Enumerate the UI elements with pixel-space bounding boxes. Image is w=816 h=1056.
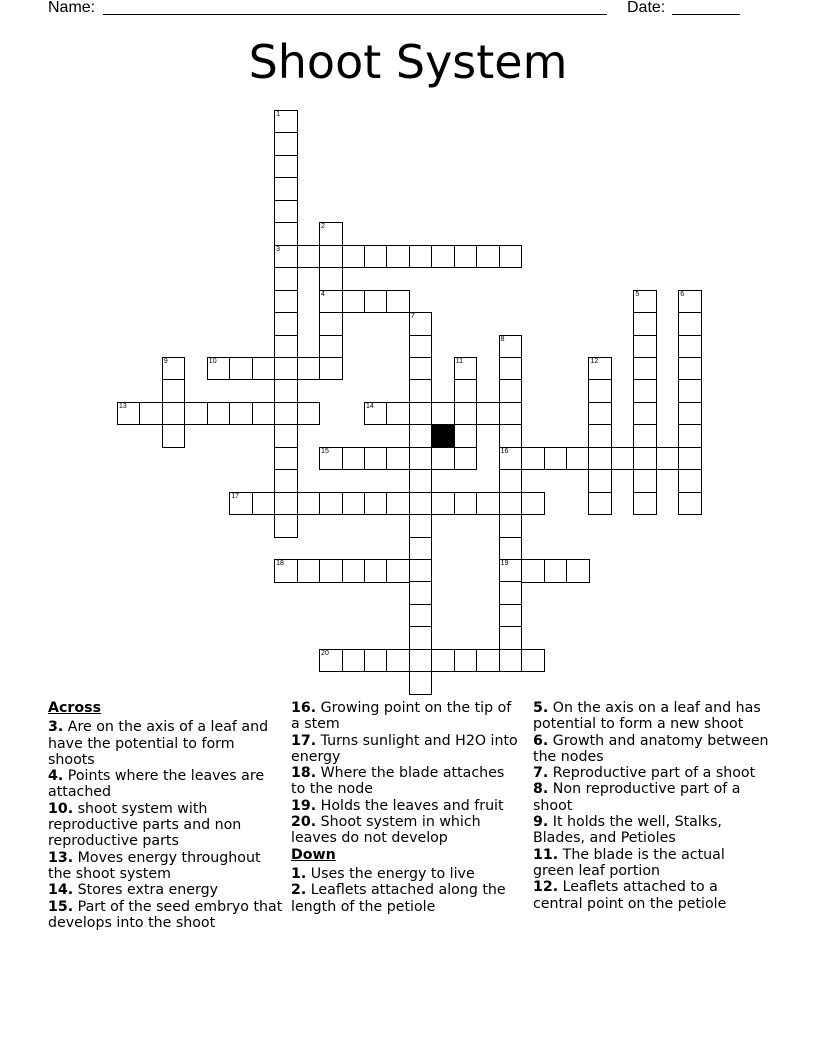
- clue-number-label: 20: [321, 649, 329, 657]
- crossword-cell[interactable]: [364, 559, 388, 583]
- crossword-cell[interactable]: [678, 424, 702, 448]
- clue-number-label: 16: [500, 447, 509, 455]
- crossword-cell[interactable]: [678, 357, 702, 381]
- crossword-cell[interactable]: [409, 469, 433, 493]
- crossword-cell[interactable]: [476, 245, 500, 269]
- crossword-cell[interactable]: [274, 379, 298, 403]
- clue-text: Part of the seed embryo that develops into the shoot: [48, 898, 283, 931]
- crossword-cell[interactable]: [364, 245, 388, 269]
- crossword-cell[interactable]: [297, 559, 321, 583]
- crossword-cell[interactable]: [521, 492, 545, 516]
- down-heading: Down: [291, 846, 336, 863]
- crossword-cell[interactable]: [588, 469, 612, 493]
- crossword-cell[interactable]: [297, 402, 321, 426]
- crossword-cell[interactable]: [207, 357, 231, 381]
- crossword-cell[interactable]: [678, 447, 702, 471]
- clue-number: 4.: [48, 768, 64, 785]
- clue-number-label: 7: [410, 313, 415, 321]
- clue-number: 13.: [48, 849, 74, 866]
- crossword-cell[interactable]: [431, 245, 455, 269]
- crossword-cell[interactable]: [342, 559, 366, 583]
- clue-text: Shoot system in which leaves do not develop: [291, 814, 481, 847]
- clue-down-2: [291, 882, 519, 915]
- name-label: Name:: [48, 0, 96, 16]
- clue-number: 8.: [533, 781, 549, 798]
- crossword-cell[interactable]: [274, 424, 298, 448]
- crossword-cell[interactable]: [521, 649, 545, 673]
- clue-across-13: [48, 850, 284, 883]
- clue-text: It holds the well, Stalks, Blades, and Petioles: [533, 814, 722, 847]
- crossword-cell[interactable]: [544, 447, 568, 471]
- crossword-cell[interactable]: [319, 267, 343, 291]
- clue-column-3: [533, 700, 769, 912]
- clue-across-19: [291, 798, 519, 814]
- clue-across-18: [291, 765, 519, 798]
- crossword-cell[interactable]: [342, 492, 366, 516]
- crossword-cell[interactable]: [319, 222, 343, 246]
- clue-text: The blade is the actual green leaf portion: [533, 846, 725, 879]
- crossword-cell[interactable]: [499, 581, 523, 605]
- crossword-cell[interactable]: [162, 357, 186, 381]
- clue-text: Non reproductive part of a shoot: [533, 781, 741, 814]
- clue-text: Moves energy throughout the shoot system: [48, 849, 261, 882]
- crossword-cell[interactable]: [454, 492, 478, 516]
- crossword-cell[interactable]: [409, 604, 433, 628]
- crossword-cell[interactable]: [364, 290, 388, 314]
- crossword-cell[interactable]: [499, 626, 523, 650]
- clue-across-4: [48, 768, 284, 801]
- clue-number: 20.: [291, 814, 317, 831]
- crossword-cell[interactable]: [611, 447, 635, 471]
- crossword-cell[interactable]: [633, 379, 657, 403]
- crossword-cell[interactable]: [454, 402, 478, 426]
- crossword-cell[interactable]: [297, 357, 321, 381]
- crossword-cell[interactable]: [499, 245, 523, 269]
- clue-down-5: [533, 700, 769, 733]
- clue-number-label: 14: [365, 402, 374, 410]
- crossword-cell[interactable]: [476, 402, 500, 426]
- crossword-cell[interactable]: [499, 469, 523, 493]
- crossword-cell[interactable]: [409, 559, 433, 583]
- crossword-cell[interactable]: [207, 402, 231, 426]
- crossword-cell[interactable]: [499, 492, 523, 516]
- clue-number: 10.: [48, 800, 74, 817]
- clue-down-6: [533, 733, 769, 766]
- crossword-cell[interactable]: [274, 110, 298, 134]
- clue-text: Leaflets attached along the length of the petiole: [291, 882, 506, 915]
- crossword-cell[interactable]: [499, 357, 523, 381]
- clue-number-label: 3: [276, 245, 281, 253]
- name-field[interactable]: [103, 14, 607, 15]
- date-label: Date:: [627, 0, 666, 16]
- clue-number-label: 13: [119, 402, 127, 410]
- crossword-cell[interactable]: [386, 447, 410, 471]
- crossword-cell[interactable]: [431, 402, 455, 426]
- clue-number-label: 10: [208, 357, 217, 365]
- crossword-cell[interactable]: [229, 402, 253, 426]
- crossword-cell[interactable]: [633, 335, 657, 359]
- clue-number-label: 19: [500, 560, 509, 567]
- crossword-cell[interactable]: [386, 559, 410, 583]
- clue-down-7: [533, 765, 769, 781]
- crossword-cell[interactable]: [409, 514, 433, 538]
- crossword-cell[interactable]: [252, 492, 276, 516]
- crossword-cell[interactable]: [409, 245, 433, 269]
- crossword-cell[interactable]: [499, 379, 523, 403]
- clue-number: 7.: [533, 765, 549, 782]
- crossword-cell[interactable]: [274, 469, 298, 493]
- clue-number: 16.: [291, 700, 317, 716]
- crossword-cell[interactable]: [409, 379, 433, 403]
- crossword-cell[interactable]: [274, 357, 298, 381]
- crossword-cell[interactable]: [678, 469, 702, 493]
- clue-across-16: [291, 700, 519, 733]
- clue-across-3: [48, 719, 284, 768]
- crossword-cell[interactable]: [588, 379, 612, 403]
- crossword-cell[interactable]: [633, 424, 657, 448]
- clue-across-14: [48, 882, 284, 898]
- crossword-cell[interactable]: [297, 492, 321, 516]
- crossword-cell[interactable]: [274, 222, 298, 246]
- clue-text: Where the blade attaches to the node: [291, 765, 505, 798]
- crossword-cell[interactable]: [409, 581, 433, 605]
- crossword-cell[interactable]: [499, 604, 523, 628]
- crossword-cell[interactable]: [633, 447, 657, 471]
- clue-number: 3.: [48, 719, 64, 736]
- crossword-cell[interactable]: [274, 267, 298, 291]
- worksheet-header: [0, 0, 816, 24]
- crossword-cell[interactable]: [364, 492, 388, 516]
- clue-number: 5.: [533, 700, 549, 716]
- clue-down-9: [533, 814, 769, 847]
- crossword-cell[interactable]: [319, 649, 343, 673]
- crossword-cell[interactable]: [566, 559, 590, 583]
- crossword-cell[interactable]: [409, 402, 433, 426]
- crossword-cell[interactable]: [274, 559, 298, 583]
- crossword-cell[interactable]: [274, 200, 298, 224]
- crossword-cell[interactable]: [364, 447, 388, 471]
- crossword-cell[interactable]: [409, 537, 433, 561]
- crossword-cell[interactable]: [499, 649, 523, 673]
- crossword-cell[interactable]: [386, 290, 410, 314]
- crossword-cell[interactable]: [454, 245, 478, 269]
- crossword-cell[interactable]: [386, 402, 410, 426]
- crossword-cell[interactable]: [409, 671, 433, 695]
- crossword-cell[interactable]: [274, 245, 298, 269]
- crossword-cell[interactable]: [499, 424, 523, 448]
- clue-number-label: 18: [276, 560, 284, 567]
- clue-text: Uses the energy to live: [310, 865, 475, 882]
- crossword-cell[interactable]: [274, 155, 298, 179]
- clue-number-label: 12: [590, 357, 599, 365]
- clue-down-8: [533, 781, 769, 814]
- crossword-cell[interactable]: [386, 245, 410, 269]
- crossword-cell[interactable]: [588, 424, 612, 448]
- crossword-cell[interactable]: [656, 447, 680, 471]
- crossword-cell[interactable]: [274, 312, 298, 336]
- crossword-cell[interactable]: [588, 357, 612, 381]
- crossword-cell[interactable]: [409, 335, 433, 359]
- clue-number: 1.: [291, 865, 307, 882]
- clue-number: 19.: [291, 797, 317, 814]
- crossword-cell[interactable]: [499, 402, 523, 426]
- crossword-cell[interactable]: [499, 537, 523, 561]
- clue-column-2: [291, 700, 519, 915]
- crossword-cell[interactable]: [319, 559, 343, 583]
- crossword-cell[interactable]: [409, 424, 433, 448]
- crossword-cell[interactable]: [544, 559, 568, 583]
- clue-number: 14.: [48, 882, 74, 899]
- crossword-cell[interactable]: [274, 514, 298, 538]
- clue-down-12: [533, 879, 769, 912]
- clue-across-10: [48, 801, 284, 850]
- crossword-cell[interactable]: [274, 290, 298, 314]
- clue-text: Leaflets attached to a central point on the petiole: [533, 879, 727, 912]
- crossword-cell[interactable]: [252, 402, 276, 426]
- crossword-cell[interactable]: [342, 290, 366, 314]
- crossword-cell[interactable]: [678, 402, 702, 426]
- crossword-cell[interactable]: [274, 447, 298, 471]
- crossword-cell[interactable]: [566, 447, 590, 471]
- crossword-cell[interactable]: [678, 312, 702, 336]
- crossword-cell[interactable]: [521, 447, 545, 471]
- clue-down-1: [291, 866, 519, 882]
- clue-number-label: 4: [321, 290, 325, 298]
- crossword-cell[interactable]: [454, 649, 478, 673]
- crossword-cell[interactable]: [633, 469, 657, 493]
- crossword-cell[interactable]: [499, 447, 523, 471]
- crossword-cell[interactable]: [633, 357, 657, 381]
- crossword-cell[interactable]: [319, 335, 343, 359]
- crossword-cell[interactable]: [252, 357, 276, 381]
- crossword-cell[interactable]: [297, 245, 321, 269]
- crossword-cell[interactable]: [229, 492, 253, 516]
- clue-number-label: 9: [163, 357, 168, 365]
- crossword-cell[interactable]: [678, 492, 702, 516]
- crossword-cell[interactable]: [476, 649, 500, 673]
- clue-number: 6.: [533, 732, 549, 749]
- clue-number-label: 8: [500, 335, 505, 343]
- crossword-cell[interactable]: [364, 649, 388, 673]
- clue-number: 12.: [533, 879, 559, 896]
- clue-text: Reproductive part of a shoot: [552, 765, 756, 782]
- crossword-cell[interactable]: [409, 492, 433, 516]
- crossword-cell[interactable]: [588, 402, 612, 426]
- crossword-cell[interactable]: [342, 245, 366, 269]
- crossword-cell[interactable]: [274, 177, 298, 201]
- crossword-cell[interactable]: [431, 447, 455, 471]
- crossword-block: [431, 424, 455, 448]
- clue-across-17: [291, 733, 519, 766]
- crossword-cell[interactable]: [588, 447, 612, 471]
- crossword-cell[interactable]: [319, 290, 343, 314]
- clue-number: 9.: [533, 814, 549, 831]
- crossword-cell[interactable]: [678, 290, 702, 314]
- crossword-cell[interactable]: [454, 357, 478, 381]
- crossword-cell[interactable]: [342, 447, 366, 471]
- crossword-cell[interactable]: [274, 335, 298, 359]
- crossword-cell[interactable]: [319, 447, 343, 471]
- crossword-cell[interactable]: [229, 357, 253, 381]
- crossword-cell[interactable]: [409, 447, 433, 471]
- crossword-cell[interactable]: [633, 290, 657, 314]
- crossword-cell[interactable]: [521, 559, 545, 583]
- crossword-cell[interactable]: [319, 245, 343, 269]
- clue-number-label: 15: [321, 447, 329, 455]
- crossword-cell[interactable]: [139, 402, 163, 426]
- crossword-cell[interactable]: [409, 626, 433, 650]
- crossword-cell[interactable]: [409, 357, 433, 381]
- crossword-cell[interactable]: [499, 514, 523, 538]
- crossword-cell[interactable]: [431, 492, 455, 516]
- crossword-cell[interactable]: [274, 492, 298, 516]
- clue-text: Growing point on the tip of a stem: [291, 700, 512, 733]
- clue-text: shoot system with reproductive parts and non reproductive parts: [48, 800, 242, 850]
- crossword-cell[interactable]: [184, 402, 208, 426]
- clue-number-label: 1: [276, 111, 281, 118]
- clue-across-20: [291, 814, 519, 847]
- crossword-cell[interactable]: [454, 424, 478, 448]
- across-heading: Across: [48, 700, 102, 716]
- crossword-cell[interactable]: [319, 312, 343, 336]
- crossword-cell[interactable]: [342, 649, 366, 673]
- clue-number-label: 5: [635, 290, 640, 298]
- crossword-cell[interactable]: [386, 649, 410, 673]
- page-title: Shoot System: [248, 35, 568, 89]
- crossword-cell[interactable]: [274, 132, 298, 156]
- crossword-cell[interactable]: [409, 312, 433, 336]
- crossword-cell[interactable]: [454, 447, 478, 471]
- crossword-cell[interactable]: [364, 402, 388, 426]
- clue-number-label: 6: [680, 290, 685, 298]
- clue-number-label: 2: [321, 223, 325, 231]
- clue-text: Stores extra energy: [77, 882, 218, 899]
- crossword-cell[interactable]: [162, 424, 186, 448]
- crossword-cell[interactable]: [162, 402, 186, 426]
- crossword-cell[interactable]: [409, 649, 433, 673]
- crossword-cell[interactable]: [117, 402, 141, 426]
- date-field[interactable]: [672, 14, 740, 15]
- crossword-cell[interactable]: [454, 379, 478, 403]
- clue-text: Are on the axis of a leaf and have the potential to form shoots: [48, 719, 269, 768]
- crossword-cell[interactable]: [499, 559, 523, 583]
- clue-text: Growth and anatomy between the nodes: [533, 732, 769, 765]
- crossword-cell[interactable]: [633, 312, 657, 336]
- crossword-cell[interactable]: [162, 379, 186, 403]
- clue-text: Turns sunlight and H2O into energy: [291, 732, 518, 765]
- crossword-cell[interactable]: [633, 402, 657, 426]
- clue-across-15: [48, 899, 284, 932]
- clue-down-11: [533, 847, 769, 880]
- crossword-cell[interactable]: [431, 649, 455, 673]
- crossword-cell[interactable]: [319, 492, 343, 516]
- clue-number: 11.: [533, 846, 559, 863]
- clue-number-label: 17: [231, 492, 240, 500]
- crossword-cell[interactable]: [678, 335, 702, 359]
- clue-text: Points where the leaves are attached: [48, 768, 265, 801]
- crossword-cell[interactable]: [588, 492, 612, 516]
- clue-number: 17.: [291, 732, 317, 749]
- crossword-cell[interactable]: [319, 357, 343, 381]
- crossword-cell[interactable]: [476, 492, 500, 516]
- clue-text: On the axis on a leaf and has potential to form a new shoot: [533, 700, 761, 733]
- crossword-cell[interactable]: [386, 492, 410, 516]
- crossword-cell[interactable]: [499, 335, 523, 359]
- clue-number: 15.: [48, 898, 74, 915]
- crossword-cell[interactable]: [274, 402, 298, 426]
- clue-number: 18.: [291, 765, 317, 782]
- clue-number: 2.: [291, 882, 307, 899]
- clue-column-1: [48, 700, 284, 931]
- crossword-cell[interactable]: [633, 492, 657, 516]
- clue-number-label: 11: [455, 357, 464, 365]
- clue-text: Holds the leaves and fruit: [320, 797, 504, 814]
- crossword-cell[interactable]: [678, 379, 702, 403]
